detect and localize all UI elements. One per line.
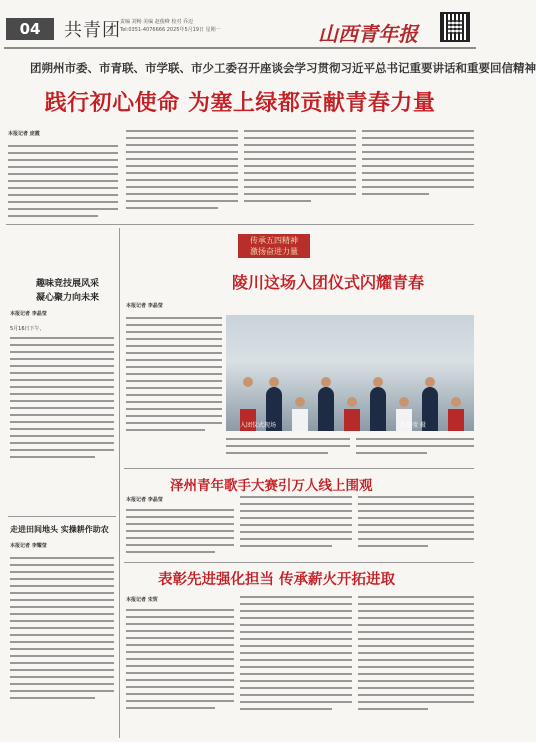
lead-col-1 <box>8 130 118 222</box>
mid-col-1 <box>126 302 222 436</box>
left-title-2: 凝心聚力向未来 <box>36 293 100 303</box>
column-divider <box>119 228 120 738</box>
left-heading-2: 走进田间地头 实操耕作助农 <box>10 525 109 534</box>
lead-col-3 <box>244 130 356 207</box>
lead-subtitle: 团朔州市委、市青联、市学联、市少工委召开座谈会学习贯彻习近平总书记重要讲话和重要回信精神 <box>30 61 536 75</box>
masthead-logo: 山西青年报 <box>318 22 418 46</box>
divider <box>8 516 116 517</box>
page-number: 04 <box>6 18 54 40</box>
header-info <box>120 18 221 34</box>
lead-byline: 本报记者 庞霞 <box>8 131 40 137</box>
a3-byline: 本报记者 李晶莹 <box>126 497 163 503</box>
page-header <box>0 0 480 44</box>
banner-line-2: 激扬奋进力量 <box>250 247 298 256</box>
lead-col-2 <box>126 130 238 214</box>
lead-title: 践行初心使命 为塞上绿都贡献青春力量 <box>44 91 436 116</box>
a4-byline: 本报记者 宋贺 <box>126 597 158 603</box>
mid-col-2 <box>226 438 350 459</box>
divider <box>124 468 474 469</box>
photo-credit: 李晶莹 摄 <box>400 422 426 429</box>
left-article-1 <box>10 310 114 463</box>
a3-col-3 <box>358 496 474 552</box>
article4-title: 表彰先进强化担当 传承薪火开拓进取 <box>158 572 396 588</box>
section-title: 共青团 <box>64 20 121 41</box>
section-banner <box>238 234 310 258</box>
left-title-1: 趣味竞技展风采 <box>36 279 100 289</box>
banner-line-1: 传承五四精神 <box>250 236 298 245</box>
date-line: Tel:0351-4076666 2025年5月19日 星期一 <box>120 27 221 33</box>
divider <box>124 562 474 563</box>
left-byline-2: 本报记者 李耀莹 <box>10 543 47 549</box>
divider <box>6 224 474 225</box>
lead-col-4 <box>362 130 474 200</box>
qr-code-icon <box>440 12 470 42</box>
editor-line: 责编 刘畅 美编 赵俊峰 校对 乔迈 <box>120 19 193 25</box>
a3-col-2 <box>240 496 352 552</box>
mid-col-3 <box>356 438 474 459</box>
header-rule <box>4 47 476 49</box>
article3-title: 泽州青年歌手大赛引万人线上围观 <box>170 478 373 494</box>
a4-col-2 <box>240 596 352 715</box>
a4-col-1 <box>126 596 234 714</box>
a4-col-3 <box>358 596 474 715</box>
left-para-start: 5月16日下午， <box>10 326 45 332</box>
left-byline-1: 本报记者 李晶莹 <box>10 311 47 317</box>
left-article-2 <box>10 542 114 704</box>
ceremony-photo <box>226 315 474 431</box>
a3-col-1 <box>126 496 234 558</box>
mid-title: 陵川这场入团仪式闪耀青春 <box>232 273 425 292</box>
mid-byline: 本报记者 李晶莹 <box>126 303 163 309</box>
photo-caption: 入团仪式现场 <box>240 422 277 429</box>
